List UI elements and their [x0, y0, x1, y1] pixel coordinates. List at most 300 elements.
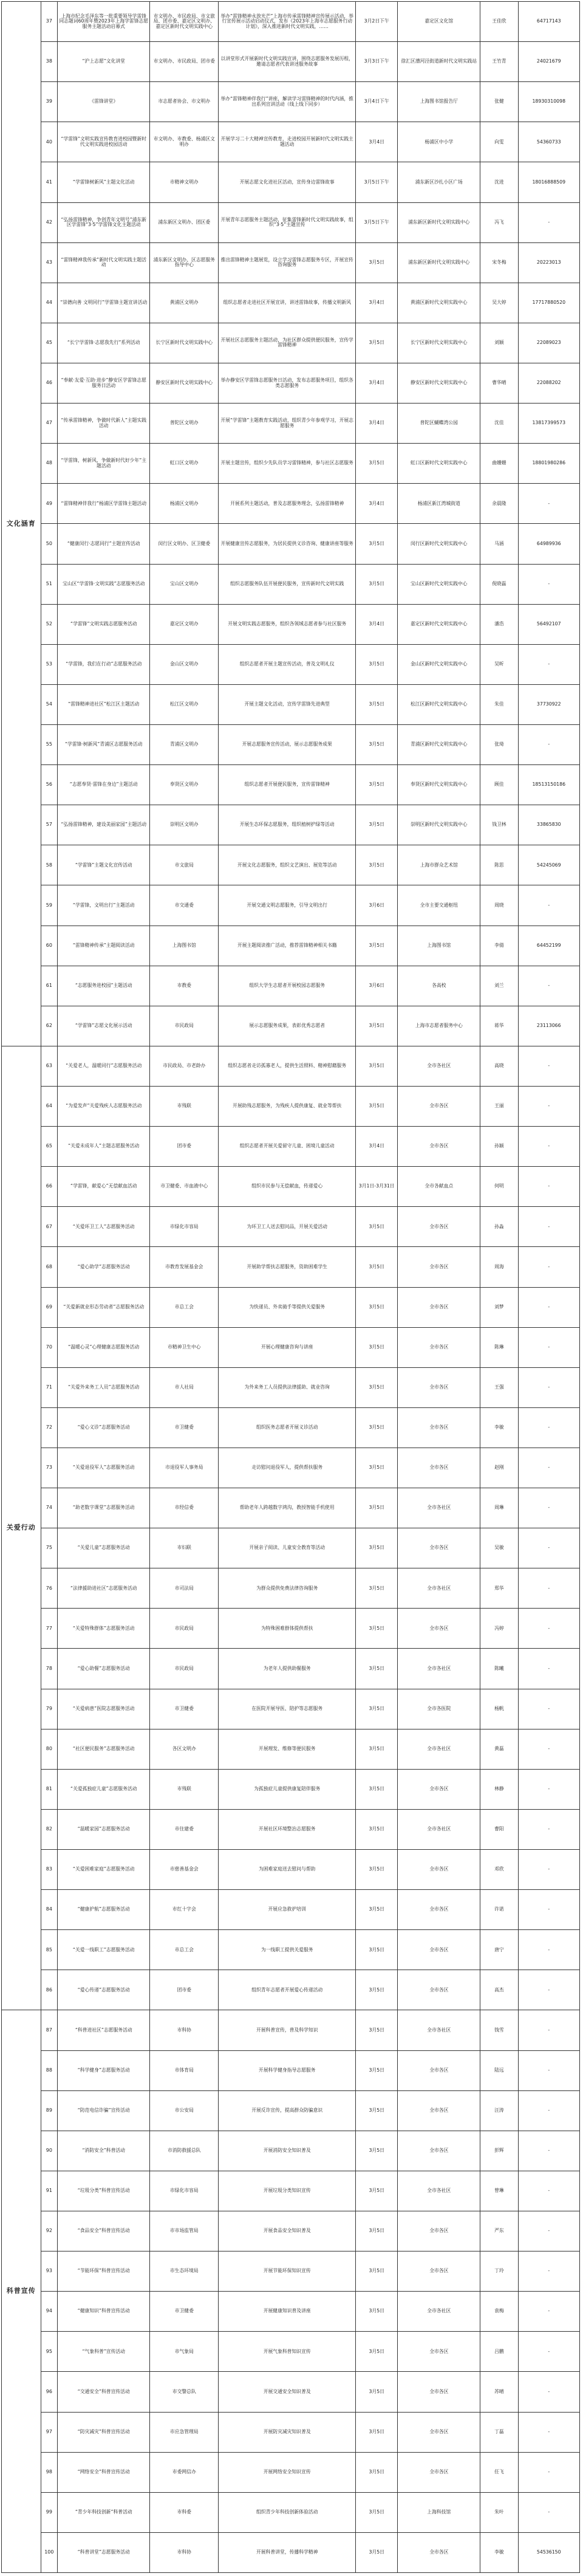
activity-title: “雷锋精神我传承”新时代文明实践主题活动: [58, 242, 150, 283]
activity-time: 3月5日: [356, 1729, 398, 1769]
contact-person: 杨帆: [480, 1689, 518, 1729]
activity-title: “爱心义诊”志愿服务活动: [58, 1407, 150, 1448]
activity-title: “交通安全”科普宣传活动: [58, 2372, 150, 2412]
contact-phone: -: [518, 1167, 579, 1207]
row-number: 82: [41, 1809, 58, 1849]
contact-person: 朱叶: [480, 2492, 518, 2532]
organizer: 市体育局: [150, 2050, 219, 2090]
activity-content: 开展交通文明志愿服务，引导文明出行: [219, 885, 356, 926]
row-number: 66: [41, 1167, 58, 1207]
activity-content: 开展助学帮扶志愿服务，资助困难学生: [219, 1247, 356, 1287]
activity-content: 组织大学生志愿者开展校园志愿服务: [219, 966, 356, 1006]
table-row: [2, 805, 580, 845]
activity-location: 上海市群众艺术馆: [398, 845, 480, 885]
activity-title: “传承雷锋精神，争做时代新人”主题实践活动: [58, 404, 150, 444]
activity-time: 3月4日: [356, 1127, 398, 1167]
table-row: [2, 1930, 580, 1970]
activity-content: 为一线职工提供关爱服务: [219, 1930, 356, 1970]
activity-location: 全市各区: [398, 1850, 480, 1890]
activity-title: “防范电信诈骗”宣传活动: [58, 2090, 150, 2131]
activity-location: 崇明区新时代文明实践中心: [398, 805, 480, 845]
row-number: 42: [41, 202, 58, 242]
activity-title: 《雷锋讲堂》: [58, 82, 150, 122]
activity-title: “关爱一线职工”志愿服务活动: [58, 1930, 150, 1970]
activity-content: 帮助老年人跨越数字鸿沟，教授智能手机使用: [219, 1488, 356, 1528]
activity-content: 组织志愿服务队伍开展便民服务，宣传新时代文明实践: [219, 564, 356, 604]
contact-person: 李敏: [480, 2532, 518, 2572]
contact-person: 冯飞: [480, 202, 518, 242]
activity-time: 3月5日: [356, 1207, 398, 1247]
activity-title: “关爱特殊群体”志愿服务活动: [58, 1609, 150, 1649]
activity-title: “垃圾分类”科普宣传活动: [58, 2171, 150, 2211]
activity-title: 上海市纪念毛泽东等一批重要领导学雷锋同志题词60周年暨2023年上海学雷锋志愿服务主题活动启幕式: [58, 2, 150, 42]
activity-time: 3月4日: [356, 484, 398, 524]
activity-location: 嘉定区新时代文明实践中心: [398, 604, 480, 644]
activity-title: “健康闵行·志愿同行”主题宣传活动: [58, 524, 150, 564]
activity-time: 3月5日: [356, 2492, 398, 2532]
activity-title: “学雷锋”志愿文化展示活动: [58, 1006, 150, 1046]
table-row: [2, 1769, 580, 1809]
table-row: [2, 1327, 580, 1367]
contact-phone: -: [518, 1247, 579, 1287]
row-number: 52: [41, 604, 58, 644]
activity-location: 浦东新区沙扎小区广场: [398, 162, 480, 202]
organizer: 浦东新区文明办、区志愿服务指导中心: [150, 242, 219, 283]
organizer: 市红十字会: [150, 1890, 219, 1930]
activity-content: 开展社区志愿服务主题活动，为社区群众提供便民服务，宣传学雷锋精神: [219, 323, 356, 363]
activity-content: 组织青年志愿者开展爱心传递活动: [219, 1970, 356, 2010]
table-row: [2, 1609, 580, 1649]
activity-content: 展示志愿服务成果，表彰优秀志愿者: [219, 1006, 356, 1046]
activity-time: 3月5日: [356, 805, 398, 845]
activity-content: 组织志愿者开展关爱留守儿童、困境儿童活动: [219, 1127, 356, 1167]
activity-time: 3月5日: [356, 926, 398, 966]
contact-phone: -: [518, 966, 579, 1006]
contact-phone: 54536150: [518, 2532, 579, 2572]
organizer: 各区文明办: [150, 1729, 219, 1769]
activity-title: “学雷锋·树新风”青浦区志愿服务活动: [58, 724, 150, 764]
row-number: 78: [41, 1649, 58, 1689]
row-number: 100: [41, 2532, 58, 2572]
contact-person: 顾佳: [480, 765, 518, 805]
activity-title: “食品安全”科普宣传活动: [58, 2211, 150, 2251]
row-number: 39: [41, 82, 58, 122]
activity-location: 全市各区: [398, 2412, 480, 2452]
row-number: 95: [41, 2332, 58, 2372]
table-row: [2, 1568, 580, 1609]
contact-phone: -: [518, 644, 579, 684]
contact-person: 赵刚: [480, 1448, 518, 1488]
row-number: 99: [41, 2492, 58, 2532]
row-number: 46: [41, 363, 58, 403]
activity-content: 开展科学健身指导志愿服务: [219, 2050, 356, 2090]
row-number: 37: [41, 2, 58, 42]
organizer: 市总工会: [150, 1930, 219, 1970]
activity-content: 开展文化志愿服务，组织文艺演出、展览等活动: [219, 845, 356, 885]
contact-person: 刘兰: [480, 966, 518, 1006]
activity-location: 全市各献血点: [398, 1167, 480, 1207]
activity-location: 浦东新区新时代文明实践中心: [398, 242, 480, 283]
table-row: [2, 524, 580, 564]
row-number: 38: [41, 42, 58, 82]
activity-content: 开展节能环保知识宣传: [219, 2251, 356, 2292]
row-number: 76: [41, 1568, 58, 1609]
contact-person: 丁玲: [480, 2251, 518, 2292]
activity-content: 为困难家庭送去慰问与帮助: [219, 1850, 356, 1890]
activity-time: 3月5日: [356, 2412, 398, 2452]
contact-person: 王佳欣: [480, 2, 518, 42]
row-number: 44: [41, 283, 58, 323]
row-number: 65: [41, 1127, 58, 1167]
activity-table-body: [2, 2, 580, 2573]
organizer: 团市委: [150, 1970, 219, 2010]
contact-phone: -: [518, 2090, 579, 2131]
row-number: 50: [41, 524, 58, 564]
contact-phone: -: [518, 2050, 579, 2090]
activity-time: 3月4日: [356, 363, 398, 403]
activity-content: 举办“雷锋精神永放光芒”上海市传承雷锋精神宣传展示活动，举行宣传展示活动启动仪式，发布《2023年上海市志愿服务行动计划》，深入推进新时代文明实践，……: [219, 2, 356, 42]
activity-content: 组织志愿者开展主题宣传活动，普及文明礼仪: [219, 644, 356, 684]
contact-person: 吴敏: [480, 1528, 518, 1568]
table-row: [2, 2211, 580, 2251]
activity-content: 开展科普宣传，普及科学知识: [219, 2010, 356, 2050]
contact-person: 张健: [480, 82, 518, 122]
table-row: [2, 2050, 580, 2090]
contact-person: 沈进: [480, 162, 518, 202]
contact-person: 王丽: [480, 1086, 518, 1126]
contact-phone: 18801980286: [518, 444, 579, 484]
contact-person: 曹华晴: [480, 363, 518, 403]
organizer: 市消防救援总队: [150, 2131, 219, 2171]
activity-title: “关爱孤独症儿童”志愿服务活动: [58, 1769, 150, 1809]
activity-content: 举办静安区学雷锋志愿服务日活动，发布志愿服务项目，组织各类志愿服务: [219, 363, 356, 403]
activity-title: “关爱老人，温暖同行”志愿服务活动: [58, 1046, 150, 1086]
contact-phone: -: [518, 1287, 579, 1327]
table-row: [2, 1167, 580, 1207]
activity-location: 全市各区: [398, 1769, 480, 1809]
contact-person: 曲姗姗: [480, 444, 518, 484]
activity-location: 金山区新时代文明实践中心: [398, 644, 480, 684]
activity-content: 开展网络安全知识宣传: [219, 2452, 356, 2492]
contact-phone: -: [518, 1568, 579, 1609]
contact-phone: -: [518, 2131, 579, 2171]
activity-content: 开展心理健康咨询与讲座: [219, 1327, 356, 1367]
organizer: 市民政局、市老龄办: [150, 1046, 219, 1086]
table-row: [2, 2010, 580, 2050]
activity-time: 3月5日: [356, 1649, 398, 1689]
contact-phone: -: [518, 1528, 579, 1568]
activity-location: 浦东新区新时代文明实践中心: [398, 202, 480, 242]
activity-table: [1, 1, 580, 2573]
table-row: [2, 2452, 580, 2492]
activity-location: 徐汇区漕河泾街道新时代文明实践站: [398, 42, 480, 82]
activity-content: 推出雷锋精神主题展览，设立学习雷锋志愿服务专区，开展宣传咨询服务: [219, 242, 356, 283]
contact-phone: -: [518, 1809, 579, 1849]
row-number: 79: [41, 1689, 58, 1729]
activity-time: 3月5日: [356, 1407, 398, 1448]
organizer: 市教育发展基金会: [150, 1247, 219, 1287]
activity-time: 3月4日: [356, 283, 398, 323]
activity-time: 3月5日: [356, 242, 398, 283]
activity-content: 开展科普讲堂，传播科学精神: [219, 2532, 356, 2572]
contact-person: 刘梦: [480, 1287, 518, 1327]
row-number: 72: [41, 1407, 58, 1448]
row-number: 83: [41, 1850, 58, 1890]
contact-person: 吴昕: [480, 644, 518, 684]
contact-phone: 20223013: [518, 242, 579, 283]
organizer: 市经信委: [150, 1488, 219, 1528]
activity-time: 3月6日: [356, 966, 398, 1006]
row-number: 48: [41, 444, 58, 484]
activity-location: 全市各区: [398, 1407, 480, 1448]
organizer: 市妇联: [150, 1528, 219, 1568]
contact-phone: -: [518, 1890, 579, 1930]
table-row: [2, 1850, 580, 1890]
section-label: 文化涵育: [2, 2, 41, 1046]
activity-location: 全市各区: [398, 1528, 480, 1568]
activity-location: 全市各区: [398, 1327, 480, 1367]
activity-content: 在医院开展导医、陪护等志愿服务: [219, 1689, 356, 1729]
row-number: 90: [41, 2131, 58, 2171]
activity-title: “温暖家园”志愿服务活动: [58, 1809, 150, 1849]
contact-person: 周晓: [480, 885, 518, 926]
row-number: 70: [41, 1327, 58, 1367]
contact-person: 刘颖: [480, 323, 518, 363]
organizer: 市司法局: [150, 1568, 219, 1609]
activity-title: “关爱儿童”志愿服务活动: [58, 1528, 150, 1568]
activity-time: 3月5日: [356, 644, 398, 684]
table-row: [2, 2251, 580, 2292]
contact-phone: -: [518, 564, 579, 604]
table-row: [2, 1247, 580, 1287]
contact-person: 王竹青: [480, 42, 518, 82]
activity-time: 3月5日: [356, 845, 398, 885]
activity-title: “节能环保”科普宣传活动: [58, 2251, 150, 2292]
table-row: [2, 966, 580, 1006]
organizer: 市志愿者协会、市文明办: [150, 82, 219, 122]
activity-title: “奉献·友爱·互助·进步”静安区学雷锋志愿服务日活动: [58, 363, 150, 403]
table-row: [2, 404, 580, 444]
activity-title: “雷锋精神传承”主题阅读活动: [58, 926, 150, 966]
activity-title: “科普进社区”志愿服务活动: [58, 2010, 150, 2050]
activity-location: 全市各区: [398, 1970, 480, 2010]
contact-person: 陈琳: [480, 1327, 518, 1367]
contact-person: 倪晓磊: [480, 564, 518, 604]
activity-title: “学雷锋”主题文化宣传活动: [58, 845, 150, 885]
activity-title: “爱心助餐”志愿服务活动: [58, 1649, 150, 1689]
activity-location: 全市各区: [398, 1367, 480, 1407]
organizer: 市人社局: [150, 1367, 219, 1407]
organizer: 市住建委: [150, 1809, 219, 1849]
activity-location: 全市各区: [398, 1086, 480, 1126]
activity-title: “气象科普”宣传活动: [58, 2332, 150, 2372]
activity-location: 全市主要交通枢纽: [398, 885, 480, 926]
activity-time: 3月5日: [356, 2251, 398, 2292]
organizer: 市文明办、市民政局、团市委: [150, 42, 219, 82]
activity-time: 3月3日下午: [356, 42, 398, 82]
table-row: [2, 1689, 580, 1729]
activity-title: “爱心传递”志愿服务活动: [58, 1970, 150, 2010]
contact-person: 蒋华: [480, 1006, 518, 1046]
table-row: [2, 2492, 580, 2532]
activity-location: 全市各医院: [398, 1689, 480, 1729]
contact-phone: -: [518, 1046, 579, 1086]
activity-content: 开展社区环境整治志愿服务: [219, 1809, 356, 1849]
activity-title: 宝山区“学雷锋·文明实践”志愿服务活动: [58, 564, 150, 604]
activity-title: “学雷锋，献爱心”无偿献血活动: [58, 1167, 150, 1207]
activity-title: “长宁学雷锋·志愿我先行”系列活动: [58, 323, 150, 363]
table-row: [2, 162, 580, 202]
activity-time: 3月5日下午: [356, 162, 398, 202]
contact-phone: 33865830: [518, 805, 579, 845]
row-number: 49: [41, 484, 58, 524]
activity-content: 为孤独症儿童提供康复陪伴服务: [219, 1769, 356, 1809]
contact-person: 彭辉: [480, 2131, 518, 2171]
contact-person: 黄磊: [480, 1729, 518, 1769]
table-row: [2, 1127, 580, 1167]
organizer: 市绿化市容局: [150, 2171, 219, 2211]
row-number: 97: [41, 2412, 58, 2452]
activity-time: 3月5日: [356, 1809, 398, 1849]
activity-content: 组织志愿者走进社区开展宣讲，讲述雷锋故事，传播文明新风: [219, 283, 356, 323]
contact-phone: -: [518, 724, 579, 764]
contact-phone: -: [518, 202, 579, 242]
activity-time: 3月1日-3月31日: [356, 1167, 398, 1207]
activity-title: “沪上志愿”文化讲堂: [58, 42, 150, 82]
activity-location: 全市各区: [398, 2050, 480, 2090]
organizer: 市卫健委: [150, 1407, 219, 1448]
activity-content: 举办“雷锋精神伴我行”讲座，解读学习雷锋精神的时代内涵，推出系列宣讲活动（线上线下同步）: [219, 82, 356, 122]
table-row: [2, 283, 580, 323]
row-number: 86: [41, 1970, 58, 2010]
activity-title: “关爱病患”医院志愿服务活动: [58, 1689, 150, 1729]
contact-person: 陆远: [480, 2050, 518, 2090]
row-number: 61: [41, 966, 58, 1006]
table-row: [2, 724, 580, 764]
organizer: 市市场监管局: [150, 2211, 219, 2251]
row-number: 85: [41, 1930, 58, 1970]
contact-phone: -: [518, 2292, 579, 2332]
activity-content: 开展反诈宣传，提高群众防骗意识: [219, 2090, 356, 2131]
row-number: 93: [41, 2251, 58, 2292]
row-number: 87: [41, 2010, 58, 2050]
activity-content: 开展理发、维修等便民服务: [219, 1729, 356, 1769]
activity-location: 上海市志愿者服务中心: [398, 1006, 480, 1046]
activity-content: 开展主题文化活动，宣传学雷锋先进典型: [219, 684, 356, 724]
table-row: [2, 885, 580, 926]
activity-content: 开展气象科普知识宣传: [219, 2332, 356, 2372]
table-row: [2, 1287, 580, 1327]
activity-time: 3月5日: [356, 1890, 398, 1930]
organizer: 市绿化市容局: [150, 1207, 219, 1247]
table-row: [2, 2, 580, 42]
contact-person: 汪涛: [480, 2090, 518, 2131]
contact-phone: 64452199: [518, 926, 579, 966]
row-number: 54: [41, 684, 58, 724]
table-row: [2, 604, 580, 644]
row-number: 96: [41, 2372, 58, 2412]
contact-phone: 24021679: [518, 42, 579, 82]
table-row: [2, 1367, 580, 1407]
organizer: 市公安局: [150, 2090, 219, 2131]
row-number: 57: [41, 805, 58, 845]
organizer: 市精神文明办: [150, 162, 219, 202]
contact-person: 唐宁: [480, 1930, 518, 1970]
activity-title: “助老数字课堂”志愿服务活动: [58, 1488, 150, 1528]
activity-title: “志愿奉贤·雷锋在身边”主题活动: [58, 765, 150, 805]
activity-time: 3月4日: [356, 604, 398, 644]
organizer: 静安区新时代文明实践中心: [150, 363, 219, 403]
organizer: 金山区文明办: [150, 644, 219, 684]
activity-location: 全市各社区: [398, 1809, 480, 1849]
organizer: 市教委: [150, 966, 219, 1006]
activity-content: 开展食品安全知识普及: [219, 2211, 356, 2251]
contact-phone: -: [518, 1207, 579, 1247]
activity-title: “崇德向善 文明同行”学雷锋主题宣讲活动: [58, 283, 150, 323]
row-number: 53: [41, 644, 58, 684]
row-number: 64: [41, 1086, 58, 1126]
activity-time: 3月5日: [356, 2090, 398, 2131]
activity-location: 全市各区: [398, 2211, 480, 2251]
table-row: [2, 765, 580, 805]
activity-title: “雷锋精神进社区”松江区主题活动: [58, 684, 150, 724]
activity-time: 3月5日: [356, 1287, 398, 1327]
organizer: 市卫健委: [150, 2292, 219, 2332]
organizer: 市退役军人事务局: [150, 1448, 219, 1488]
activity-title: “关爱退役军人”志愿服务活动: [58, 1448, 150, 1488]
activity-title: “为爱发声”关爱残疾人志愿服务活动: [58, 1086, 150, 1126]
contact-phone: 18016888509: [518, 162, 579, 202]
table-row: [2, 484, 580, 524]
activity-title: “关爱新就业形态劳动者”志愿服务活动: [58, 1287, 150, 1327]
row-number: 94: [41, 2292, 58, 2332]
activity-location: 全市各社区: [398, 2292, 480, 2332]
activity-content: 开展学习二十大精神宣传教育，走进校园开展新时代文明实践主题活动: [219, 122, 356, 162]
row-number: 41: [41, 162, 58, 202]
table-row: [2, 926, 580, 966]
activity-location: 嘉定区文化馆: [398, 2, 480, 42]
activity-time: 3月5日: [356, 2452, 398, 2492]
activity-time: 3月5日: [356, 1930, 398, 1970]
activity-title: “青少年科技创新”科普活动: [58, 2492, 150, 2532]
activity-title: “消防安全”科普活动: [58, 2131, 150, 2171]
activity-content: 以讲堂形式开展新时代文明实践宣讲，围绕志愿服务发展历程，邀请志愿者代表讲述服务故事: [219, 42, 356, 82]
activity-title: “网络安全”科普宣传活动: [58, 2452, 150, 2492]
activity-time: 3月5日: [356, 1448, 398, 1488]
organizer: 市卫健委、市血液中心: [150, 1167, 219, 1207]
activity-location: 全市各社区: [398, 1488, 480, 1528]
activity-time: 3月5日: [356, 444, 398, 484]
activity-content: 为老年人提供助餐服务: [219, 1649, 356, 1689]
activity-location: 全市各社区: [398, 2171, 480, 2211]
activity-time: 3月5日: [356, 1850, 398, 1890]
table-row: [2, 2090, 580, 2131]
activity-content: 组织医务志愿者开展义诊活动: [219, 1407, 356, 1448]
activity-location: 青浦区新时代文明实践中心: [398, 724, 480, 764]
contact-person: 袁梅: [480, 2292, 518, 2332]
activity-content: 开展健康知识普及讲座: [219, 2292, 356, 2332]
activity-time: 3月5日: [356, 2292, 398, 2332]
row-number: 51: [41, 564, 58, 604]
row-number: 98: [41, 2452, 58, 2492]
contact-phone: -: [518, 1448, 579, 1488]
row-number: 75: [41, 1528, 58, 1568]
organizer: 虹口区文明办: [150, 444, 219, 484]
activity-location: 全市各社区: [398, 1729, 480, 1769]
contact-person: 李倩: [480, 926, 518, 966]
contact-person: 钱雪: [480, 2010, 518, 2050]
organizer: 崇明区文明办: [150, 805, 219, 845]
